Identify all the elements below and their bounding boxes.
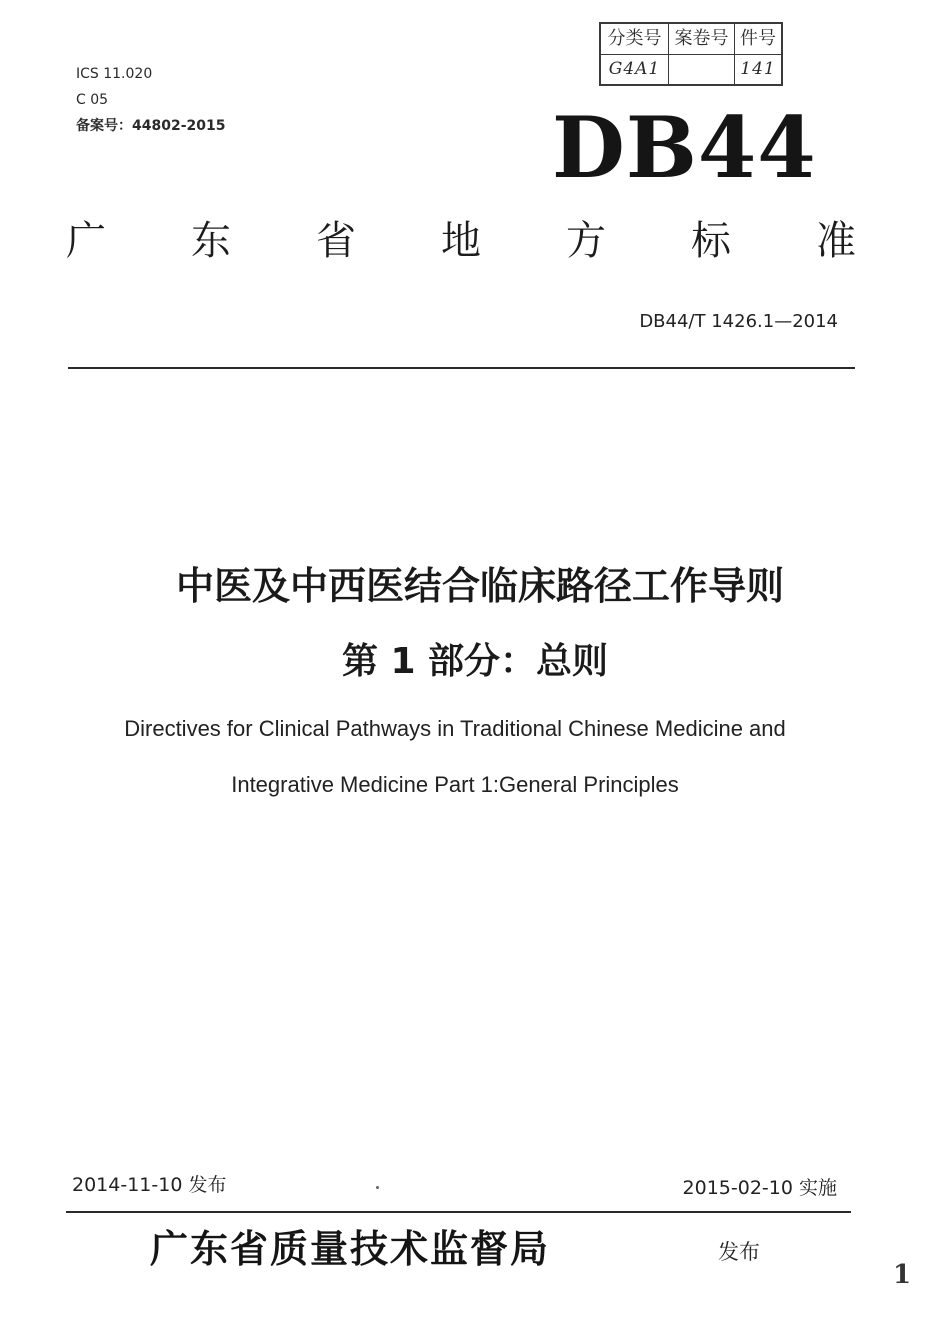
classification-code: C 05 <box>76 92 109 108</box>
issuer-suffix: 发布 <box>718 1240 760 1264</box>
title-english-line2: Integrative Medicine Part 1:General Principles <box>231 772 679 797</box>
stamp-value-file <box>669 55 735 84</box>
footer-divider <box>66 1211 851 1213</box>
stamp-value-category: G4A1 <box>601 55 669 84</box>
standard-category <box>66 213 856 269</box>
title-chinese-main: 中医及中西医结合临床路径工作导则 <box>175 564 784 608</box>
record-number: 备案号：44802-2015 <box>76 118 226 134</box>
category-char: 东 <box>191 218 231 264</box>
category-char: 广 <box>66 218 106 264</box>
category-char: 方 <box>566 218 606 264</box>
filing-stamp <box>599 22 783 86</box>
scan-speck <box>376 1186 379 1189</box>
category-char: 地 <box>441 218 481 264</box>
db44-logo: DB44 <box>552 98 817 197</box>
stamp-header-item: 件号 <box>735 24 781 55</box>
category-char: 准 <box>816 218 856 264</box>
stamp-header-category: 分类号 <box>601 24 669 55</box>
implementation-date: 2015-02-10 实施 <box>682 1177 837 1199</box>
header-divider <box>68 367 855 369</box>
ics-code: ICS 11.020 <box>76 66 153 82</box>
stamp-header-file: 案卷号 <box>669 24 735 55</box>
stamp-value-item: 141 <box>740 59 776 79</box>
page-number: 1 <box>893 1260 912 1290</box>
category-char: 省 <box>316 218 356 264</box>
title-chinese-part: 第 1 部分：总则 <box>341 641 609 682</box>
standard-number: DB44/T 1426.1—2014 <box>639 311 838 332</box>
issue-date: 2014-11-10 发布 <box>72 1174 227 1196</box>
category-char: 标 <box>691 218 731 264</box>
issuing-authority: 广东省质量技术监督局 <box>150 1226 551 1271</box>
title-english-line1: Directives for Clinical Pathways in Traditional Chinese Medicine and <box>124 716 786 741</box>
